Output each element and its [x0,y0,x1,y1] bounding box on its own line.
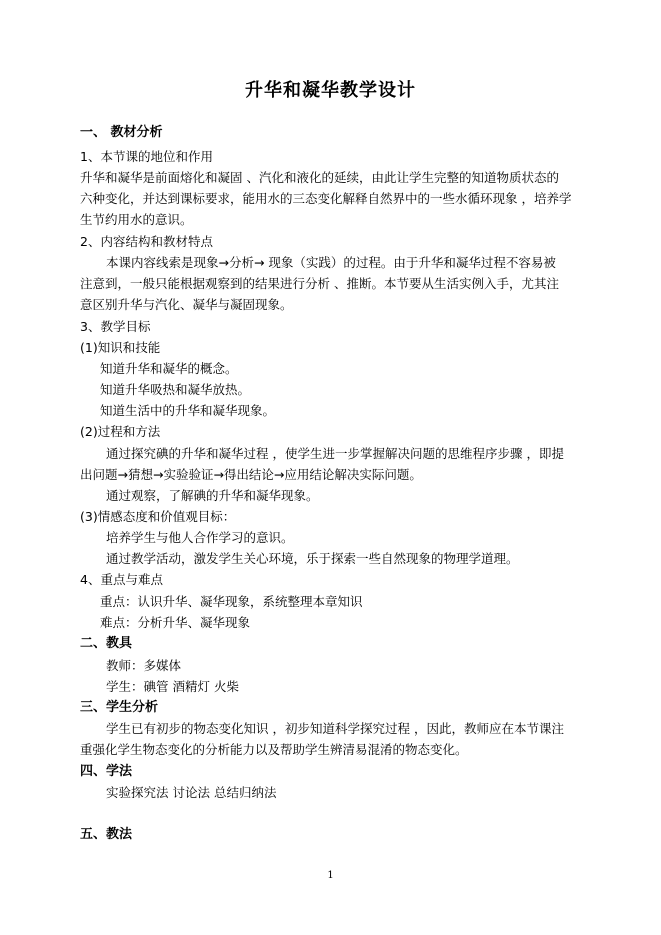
section-2-heading: 二、教具 [80,636,133,651]
paragraph-line: 生节约用水的意识。 [80,212,193,227]
paragraph-line: 本课内容线索是现象→分析→ 现象（实践）的过程。由于升华和凝华过程不容易被 [106,255,556,270]
knowledge-heading: (1)知识和技能 [80,340,161,355]
subsection-1-3-heading: 3、教学目标 [80,319,151,334]
paragraph-line: 重强化学生物态变化的分析能力以及帮助学生辨清易混淆的物态变化。 [80,742,468,757]
paragraph-line: 注意到，一般只能根据观察到的结果进行分析 、推断。本节要从生活实例入手，尤其注 [80,276,559,291]
list-item: 通过教学活动，激发学生关心环境，乐于探索一些自然现象的物理学道理。 [106,551,519,566]
page-number: 1 [327,870,334,881]
subsection-1-1-heading: 1、本节课的地位和作用 [80,149,213,164]
process-heading: (2)过程和方法 [80,424,161,439]
key-point: 重点：认识升华、凝华现象，系统整理本章知识 [100,594,363,609]
paragraph-line: 出问题→猜想→实验验证→得出结论→应用结论解决实际问题。 [80,467,422,482]
section-1-heading: 一、 教材分析 [80,125,163,140]
difficult-point: 难点：分析升华、凝华现象 [100,615,251,630]
subsection-1-4-heading: 4、重点与难点 [80,572,163,587]
paragraph-line: 通过观察，了解碘的升华和凝华现象。 [106,488,319,503]
teacher-tools: 教师：多媒体 [106,658,182,673]
paragraph-line: 升华和凝华是前面熔化和凝固 、汽化和液化的延续，由此让学生完整的知道物质状态的 [80,170,559,185]
section-3-heading: 三、学生分析 [80,700,159,715]
list-item: 培养学生与他人合作学习的意识。 [106,530,294,545]
student-tools: 学生：碘管 酒精灯 火柴 [106,679,239,694]
document-title: 升华和凝华教学设计 [245,80,416,101]
list-item: 知道升华和凝华的概念。 [100,361,238,376]
paragraph-line: 六种变化，并达到课标要求，能用水的三态变化解释自然界中的一些水循环现象 ，培养学 [80,191,572,206]
emotion-heading: (3)情感态度和价值观目标： [80,509,236,524]
paragraph-line: 通过探究碘的升华和凝华过程 ，使学生进一步掌握解决问题的思维程序步骤 ，即提 [106,446,564,461]
paragraph-line: 意区别升华与汽化、凝华与凝固现象。 [80,297,293,312]
subsection-1-2-heading: 2、内容结构和教材特点 [80,234,213,249]
list-item: 知道升华吸热和凝华放热。 [100,382,251,397]
list-item: 知道生活中的升华和凝华现象。 [100,403,276,418]
paragraph-line: 学生已有初步的物态变化知识 ，初步知道科学探究过程 ，因此，教师应在本节课注 [106,721,564,736]
section-5-heading: 五、教法 [80,827,133,842]
learning-methods: 实验探究法 讨论法 总结归纳法 [106,785,277,800]
section-4-heading: 四、学法 [80,764,133,779]
